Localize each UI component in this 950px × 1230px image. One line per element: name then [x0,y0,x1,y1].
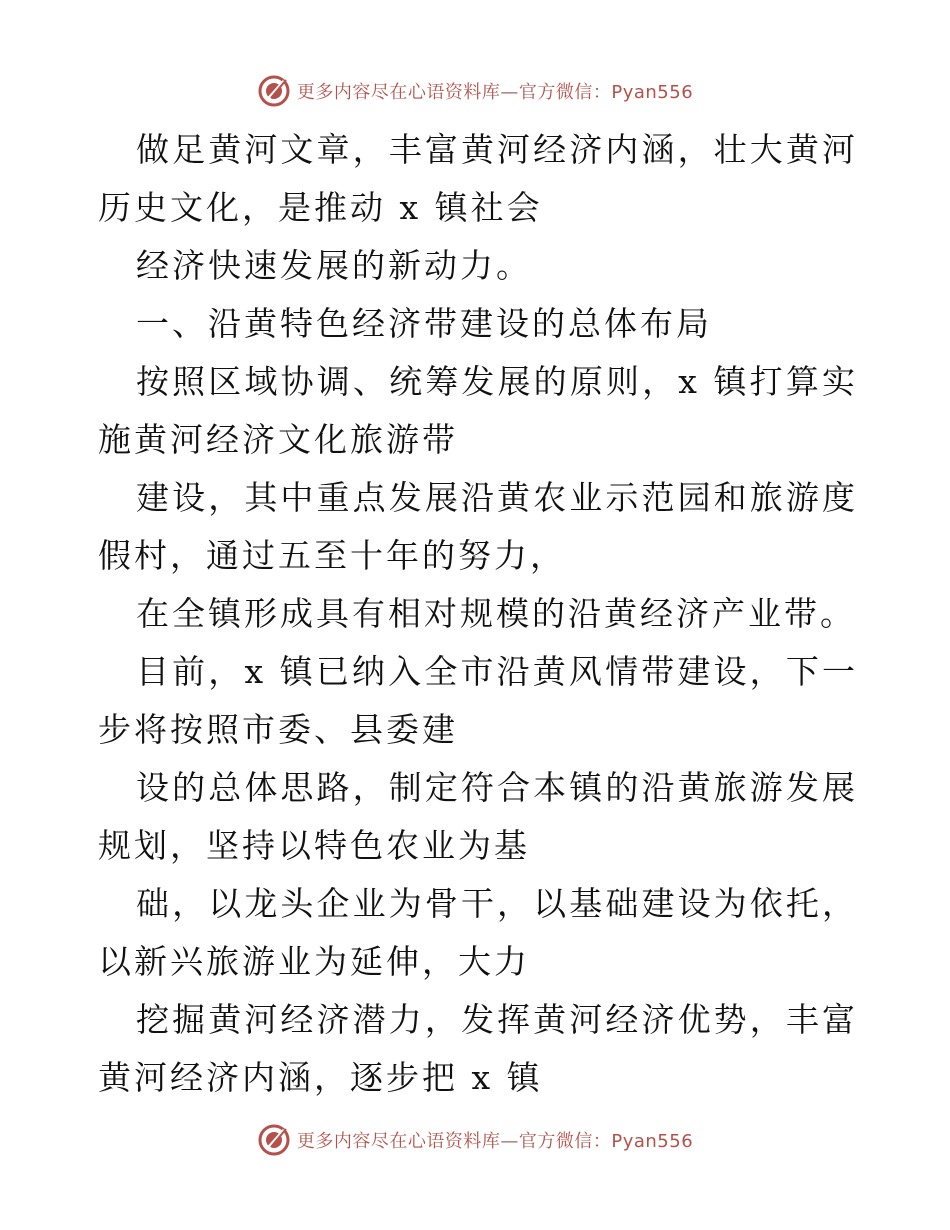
watermark-brand-text: 更多内容尽在心语资料库 [296,82,501,103]
paragraph: 目前，x 镇已纳入全市沿黄风情带建设，下一步将按照市委、县委建 [98,652,858,749]
watermark-separator: — [500,82,519,103]
paragraph: 挖掘黄河经济潜力，发挥黄河经济优势，丰富黄河经济内涵，逐步把 x 镇 [98,1000,858,1097]
paragraph: 建设，其中重点发展沿黄农业示范园和旅游度假村，通过五至十年的努力， [98,478,858,575]
document-body [98,121,858,1107]
watermark-wechat-label: 官方微信： [518,82,612,103]
watermark-banner-bottom [0,1120,950,1160]
paragraph: 按照区域协调、统筹发展的原则，x 镇打算实施黄河经济文化旅游带 [98,362,858,459]
section-heading: 一、沿黄特色经济带建设的总体布局 [136,304,712,343]
watermark-separator: — [500,1131,519,1152]
quill-logo-icon [257,74,291,108]
paragraph: 础，以龙头企业为骨干，以基础建设为依托，以新兴旅游业为延伸，大力 [98,884,858,981]
watermark-brand-text: 更多内容尽在心语资料库 [296,1131,501,1152]
watermark-wechat-id: Pyan556 [611,1131,694,1152]
watermark-wechat-id: Pyan556 [611,82,694,103]
quill-logo-icon [257,1123,291,1157]
watermark-wechat-label: 官方微信： [518,1131,612,1152]
paragraph: 做足黄河文章，丰富黄河经济内涵，壮大黄河历史文化，是推动 x 镇社会 [98,130,858,227]
paragraph: 经济快速发展的新动力。 [136,246,532,285]
watermark-banner-top [0,71,950,111]
paragraph: 设的总体思路，制定符合本镇的沿黄旅游发展规划，坚持以特色农业为基 [98,768,858,865]
paragraph: 在全镇形成具有相对规模的沿黄经济产业带。 [136,594,856,633]
